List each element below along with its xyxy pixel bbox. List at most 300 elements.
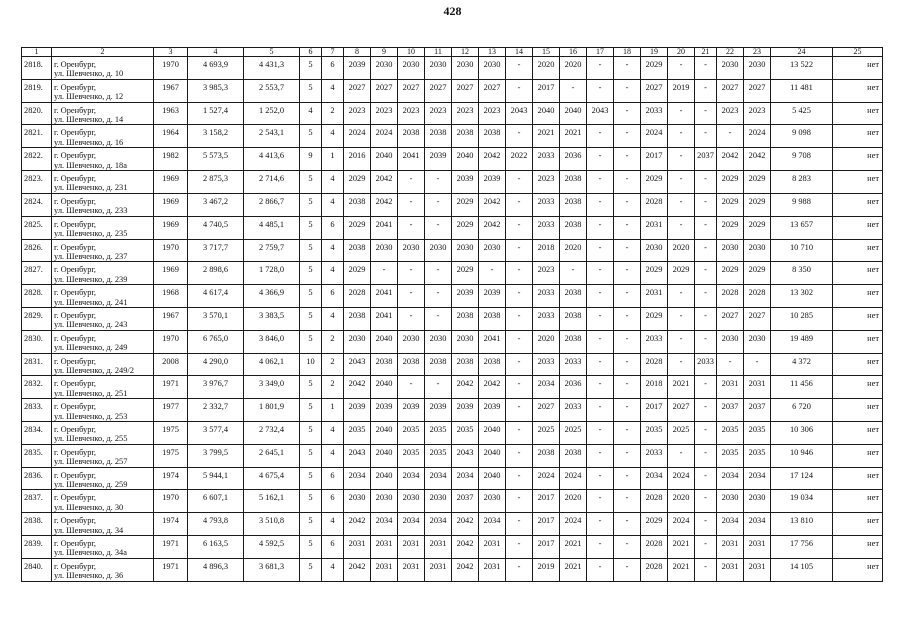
table-cell: 2019 [533, 558, 560, 581]
table-cell: 2028 [641, 536, 668, 559]
table-cell: нет [833, 490, 883, 513]
table-cell: 2029 [344, 262, 371, 285]
table-cell: - [587, 422, 614, 445]
table-cell: 2040 [371, 376, 398, 399]
row-number-cell: 2829. [22, 307, 52, 330]
table-cell: 2024 [560, 513, 587, 536]
table-cell: 2034 [744, 513, 771, 536]
table-cell: 2035 [744, 444, 771, 467]
table-cell: 2035 [425, 422, 452, 445]
table-cell: - [398, 376, 425, 399]
table-cell: нет [833, 285, 883, 308]
table-cell: 2041 [371, 307, 398, 330]
table-cell: 10 285 [771, 307, 833, 330]
table-cell: - [614, 262, 641, 285]
table-cell: - [668, 285, 695, 308]
table-row [22, 513, 883, 536]
table-cell: 2035 [398, 444, 425, 467]
table-cell: 2028 [744, 285, 771, 308]
table-cell: 2042 [479, 216, 506, 239]
table-cell: 4 793,8 [188, 513, 244, 536]
table-cell: 1969 [154, 216, 188, 239]
table-cell: - [614, 422, 641, 445]
table-cell: 3 570,1 [188, 307, 244, 330]
table-cell: 6 [322, 490, 344, 513]
table-cell: 5 [300, 193, 322, 216]
table-cell: 2038 [398, 353, 425, 376]
table-cell: 4 675,4 [244, 467, 300, 490]
table-cell: - [668, 125, 695, 148]
table-cell: 1 527,4 [188, 102, 244, 125]
table-cell: 2031 [398, 536, 425, 559]
table-cell: 2034 [641, 467, 668, 490]
table-cell: 2030 [371, 239, 398, 262]
row-number-cell: 2827. [22, 262, 52, 285]
table-cell: 2039 [452, 171, 479, 194]
table-cell: 2030 [717, 239, 744, 262]
table-cell: 2038 [560, 193, 587, 216]
table-cell: 2024 [560, 467, 587, 490]
table-cell: 2029 [717, 216, 744, 239]
column-header: 15 [533, 48, 560, 57]
table-cell: 2039 [425, 148, 452, 171]
table-cell: 6 [322, 285, 344, 308]
column-header: 2 [52, 48, 154, 57]
table-cell: 2034 [452, 467, 479, 490]
table-cell: нет [833, 148, 883, 171]
table-cell: - [614, 239, 641, 262]
table-cell: - [398, 262, 425, 285]
table-cell: - [668, 444, 695, 467]
table-cell: - [695, 467, 717, 490]
table-cell: - [695, 239, 717, 262]
table-cell: 2031 [717, 558, 744, 581]
column-header: 18 [614, 48, 641, 57]
table-cell: 2030 [425, 490, 452, 513]
table-cell: 2037 [744, 399, 771, 422]
table-cell: 2028 [641, 193, 668, 216]
table-cell: 2039 [371, 399, 398, 422]
table-cell: 2031 [371, 558, 398, 581]
column-header: 1 [22, 48, 52, 57]
table-row [22, 536, 883, 559]
table-cell: 2021 [668, 536, 695, 559]
table-cell: 2 875,3 [188, 171, 244, 194]
table-cell: - [614, 513, 641, 536]
table-cell: - [506, 262, 533, 285]
table-row [22, 57, 883, 80]
table-cell: 1964 [154, 125, 188, 148]
table-cell: 2038 [560, 285, 587, 308]
table-cell: 2030 [398, 490, 425, 513]
row-number-cell: 2832. [22, 376, 52, 399]
table-cell: - [506, 376, 533, 399]
table-cell: 2042 [371, 171, 398, 194]
header-row [22, 48, 883, 57]
row-number-cell: 2831. [22, 353, 52, 376]
table-cell: 4 485,1 [244, 216, 300, 239]
table-cell: 2039 [479, 171, 506, 194]
address-cell: г. Оренбург, ул. Шевченко, д. 10 [52, 57, 154, 80]
table-row [22, 490, 883, 513]
row-number-cell: 2823. [22, 171, 52, 194]
table-cell: 5 [300, 125, 322, 148]
table-cell: 5 [300, 399, 322, 422]
table-cell: - [695, 558, 717, 581]
table-row [22, 399, 883, 422]
table-cell: 2027 [533, 399, 560, 422]
table-cell: 2031 [641, 216, 668, 239]
table-cell: - [506, 125, 533, 148]
table-cell: 2031 [717, 536, 744, 559]
table-cell: 4 592,5 [244, 536, 300, 559]
column-header: 10 [398, 48, 425, 57]
row-number-cell: 2836. [22, 467, 52, 490]
table-cell: 2038 [560, 330, 587, 353]
address-cell: г. Оренбург, ул. Шевченко, д. 18а [52, 148, 154, 171]
table-cell: 4 [322, 171, 344, 194]
table-cell: 3 510,8 [244, 513, 300, 536]
table-cell: 2028 [641, 490, 668, 513]
table-cell: 1982 [154, 148, 188, 171]
table-cell: 1 [322, 148, 344, 171]
table-cell: - [560, 262, 587, 285]
table-cell: 2029 [717, 171, 744, 194]
table-cell: 2033 [695, 353, 717, 376]
table-cell: 2040 [479, 467, 506, 490]
address-cell: г. Оренбург, ул. Шевченко, д. 34а [52, 536, 154, 559]
row-number-cell: 2835. [22, 444, 52, 467]
table-cell: 1970 [154, 490, 188, 513]
table-cell: 2023 [479, 102, 506, 125]
table-cell: 2029 [641, 57, 668, 80]
table-cell: 2031 [371, 536, 398, 559]
table-cell: - [695, 262, 717, 285]
table-cell: - [506, 330, 533, 353]
table-cell: 3 717,7 [188, 239, 244, 262]
table-cell: - [506, 558, 533, 581]
table-cell: - [614, 399, 641, 422]
table-cell: 2030 [479, 490, 506, 513]
address-cell: г. Оренбург, ул. Шевченко, д. 259 [52, 467, 154, 490]
table-cell: 6 163,5 [188, 536, 244, 559]
table-cell: 2035 [717, 422, 744, 445]
table-cell: 2017 [533, 490, 560, 513]
table-cell: 4 [322, 239, 344, 262]
table-cell: 2042 [452, 536, 479, 559]
table-cell: - [668, 102, 695, 125]
table-cell: 5 [300, 490, 322, 513]
table-cell: 2034 [717, 513, 744, 536]
table-cell: 2031 [744, 536, 771, 559]
table-cell: - [614, 171, 641, 194]
table-cell: 1963 [154, 102, 188, 125]
table-cell: - [479, 262, 506, 285]
table-cell: - [668, 330, 695, 353]
address-cell: г. Оренбург, ул. Шевченко, д. 243 [52, 307, 154, 330]
table-cell: 2040 [452, 148, 479, 171]
table-cell: - [614, 79, 641, 102]
table-cell: - [506, 171, 533, 194]
table-cell: 2043 [506, 102, 533, 125]
table-cell: 2035 [744, 422, 771, 445]
table-cell: 2029 [744, 262, 771, 285]
table-cell: - [668, 148, 695, 171]
table-cell: 2023 [533, 262, 560, 285]
table-row [22, 467, 883, 490]
table-cell: 1974 [154, 467, 188, 490]
table-cell: 2030 [479, 239, 506, 262]
table-cell: 4 413,6 [244, 148, 300, 171]
table-cell: 4 431,3 [244, 57, 300, 80]
table-cell: 2027 [425, 79, 452, 102]
table-cell: 2033 [641, 102, 668, 125]
table-cell: нет [833, 330, 883, 353]
table-cell: 5 [300, 216, 322, 239]
table-cell: нет [833, 262, 883, 285]
table-cell: 2038 [371, 353, 398, 376]
table-cell: нет [833, 399, 883, 422]
table-cell: - [744, 353, 771, 376]
address-cell: г. Оренбург, ул. Шевченко, д. 14 [52, 102, 154, 125]
table-cell: 2030 [452, 330, 479, 353]
table-cell: 3 976,7 [188, 376, 244, 399]
row-number-cell: 2818. [22, 57, 52, 80]
table-cell: 2017 [533, 79, 560, 102]
table-cell: 2027 [479, 79, 506, 102]
table-cell: 2021 [560, 558, 587, 581]
table-cell: 2043 [587, 102, 614, 125]
table-cell: 2039 [425, 399, 452, 422]
table-cell: 2 [322, 376, 344, 399]
table-cell: - [398, 307, 425, 330]
table-cell: - [398, 285, 425, 308]
table-cell: - [425, 376, 452, 399]
table-cell: 4 [322, 307, 344, 330]
table-cell: 2040 [371, 330, 398, 353]
table-cell: 2024 [371, 125, 398, 148]
table-cell: 6 [322, 536, 344, 559]
table-cell: - [587, 79, 614, 102]
table-cell: - [506, 307, 533, 330]
table-cell: 1975 [154, 444, 188, 467]
address-cell: г. Оренбург, ул. Шевченко, д. 249/2 [52, 353, 154, 376]
table-cell: 10 [300, 353, 322, 376]
column-header: 13 [479, 48, 506, 57]
table-cell: 2029 [344, 216, 371, 239]
table-cell: - [587, 353, 614, 376]
table-cell: 2038 [398, 125, 425, 148]
table-cell: 2029 [717, 262, 744, 285]
table-cell: 11 456 [771, 376, 833, 399]
row-number-cell: 2828. [22, 285, 52, 308]
table-cell: - [371, 262, 398, 285]
table-cell: 2038 [479, 125, 506, 148]
table-cell: 2017 [533, 513, 560, 536]
table-cell: 1969 [154, 193, 188, 216]
table-cell: 2035 [425, 444, 452, 467]
table-cell: - [695, 490, 717, 513]
column-header: 7 [322, 48, 344, 57]
table-cell: 2038 [344, 239, 371, 262]
table-cell: - [717, 125, 744, 148]
table-cell: 2024 [668, 513, 695, 536]
table-cell: - [506, 422, 533, 445]
table-cell: 2023 [744, 102, 771, 125]
address-cell: г. Оренбург, ул. Шевченко, д. 255 [52, 422, 154, 445]
table-cell: - [614, 353, 641, 376]
table-cell: 13 522 [771, 57, 833, 80]
column-header: 20 [668, 48, 695, 57]
table-cell: 2039 [344, 399, 371, 422]
table-cell: 2040 [371, 444, 398, 467]
table-cell: 3 985,3 [188, 79, 244, 102]
table-cell: 2030 [371, 57, 398, 80]
table-cell: 2033 [533, 307, 560, 330]
table-row [22, 193, 883, 216]
column-header: 14 [506, 48, 533, 57]
table-cell: 2030 [398, 57, 425, 80]
table-cell: - [614, 467, 641, 490]
table-cell: 2031 [344, 536, 371, 559]
table-cell: - [506, 285, 533, 308]
table-cell: 2020 [668, 490, 695, 513]
table-cell: 11 481 [771, 79, 833, 102]
table-cell: 5 573,5 [188, 148, 244, 171]
table-cell: 2030 [398, 330, 425, 353]
table-cell: 2031 [398, 558, 425, 581]
table-cell: 2034 [425, 513, 452, 536]
table-cell: 13 810 [771, 513, 833, 536]
table-cell: 2040 [371, 148, 398, 171]
table-cell: 2039 [452, 399, 479, 422]
table-cell: 8 350 [771, 262, 833, 285]
table-cell: 2042 [344, 558, 371, 581]
table-cell: 6 [322, 57, 344, 80]
table-cell: - [587, 216, 614, 239]
table-cell: - [506, 193, 533, 216]
address-cell: г. Оренбург, ул. Шевченко, д. 34 [52, 513, 154, 536]
table-cell: 2038 [479, 307, 506, 330]
table-cell: 1969 [154, 262, 188, 285]
table-cell: 2033 [641, 330, 668, 353]
table-cell: - [398, 193, 425, 216]
column-header: 16 [560, 48, 587, 57]
table-cell: 2027 [371, 79, 398, 102]
table-cell: - [587, 536, 614, 559]
row-number-cell: 2833. [22, 399, 52, 422]
table-cell: 2035 [641, 422, 668, 445]
table-cell: 3 681,3 [244, 558, 300, 581]
table-cell: 2021 [533, 125, 560, 148]
table-cell: 2008 [154, 353, 188, 376]
table-cell: - [506, 79, 533, 102]
table-cell: 2042 [452, 376, 479, 399]
table-row [22, 216, 883, 239]
table-cell: - [587, 490, 614, 513]
table-cell: - [695, 422, 717, 445]
table-cell: 4 [322, 513, 344, 536]
table-cell: 2030 [452, 57, 479, 80]
table-cell: - [587, 513, 614, 536]
table-cell: 2027 [744, 79, 771, 102]
table-cell: 10 710 [771, 239, 833, 262]
table-cell: 5 [300, 262, 322, 285]
table-cell: - [425, 193, 452, 216]
table-row [22, 239, 883, 262]
address-cell: г. Оренбург, ул. Шевченко, д. 36 [52, 558, 154, 581]
table-cell: 2034 [398, 513, 425, 536]
table-cell: 2029 [744, 216, 771, 239]
table-cell: - [614, 193, 641, 216]
table-cell: - [614, 125, 641, 148]
table-cell: 2042 [479, 148, 506, 171]
table-cell: нет [833, 57, 883, 80]
table-cell: - [506, 513, 533, 536]
table-cell: 2042 [344, 513, 371, 536]
table-cell: 5 [300, 444, 322, 467]
address-cell: г. Оренбург, ул. Шевченко, д. 249 [52, 330, 154, 353]
table-cell: 2 759,7 [244, 239, 300, 262]
table-cell: - [695, 513, 717, 536]
table-cell: 5 [300, 57, 322, 80]
column-header: 24 [771, 48, 833, 57]
table-cell: - [425, 262, 452, 285]
table-cell: нет [833, 558, 883, 581]
address-cell: г. Оренбург, ул. Шевченко, д. 12 [52, 79, 154, 102]
table-cell: 2031 [425, 536, 452, 559]
table-cell: - [614, 330, 641, 353]
table-cell: 2029 [641, 513, 668, 536]
table-cell: 1970 [154, 330, 188, 353]
table-cell: 5 [300, 513, 322, 536]
table-cell: 4 740,5 [188, 216, 244, 239]
table-cell: 2018 [533, 239, 560, 262]
table-cell: 2024 [744, 125, 771, 148]
table-cell: 4 [322, 558, 344, 581]
table-cell: 2027 [452, 79, 479, 102]
table-cell: 2034 [717, 467, 744, 490]
table-row [22, 422, 883, 445]
table-cell: нет [833, 444, 883, 467]
table-cell: 3 467,2 [188, 193, 244, 216]
table-cell: 2042 [344, 376, 371, 399]
table-row [22, 558, 883, 581]
row-number-cell: 2838. [22, 513, 52, 536]
table-cell: 2043 [344, 353, 371, 376]
table-cell: 2 543,1 [244, 125, 300, 148]
table-cell: - [506, 467, 533, 490]
table-cell: - [614, 57, 641, 80]
table-cell: 2030 [744, 490, 771, 513]
table-cell: 2 866,7 [244, 193, 300, 216]
table-cell: 2030 [371, 490, 398, 513]
address-cell: г. Оренбург, ул. Шевченко, д. 233 [52, 193, 154, 216]
table-cell: 2042 [452, 513, 479, 536]
table-cell: 2020 [560, 239, 587, 262]
row-number-cell: 2822. [22, 148, 52, 171]
table-cell: нет [833, 376, 883, 399]
table-cell: - [695, 216, 717, 239]
table-cell: 1969 [154, 171, 188, 194]
table-cell: 2043 [344, 444, 371, 467]
table-cell: 10 946 [771, 444, 833, 467]
housing-repair-table [21, 47, 883, 582]
table-cell: 2042 [744, 148, 771, 171]
column-header: 6 [300, 48, 322, 57]
table-cell: - [695, 79, 717, 102]
table-cell: 19 489 [771, 330, 833, 353]
